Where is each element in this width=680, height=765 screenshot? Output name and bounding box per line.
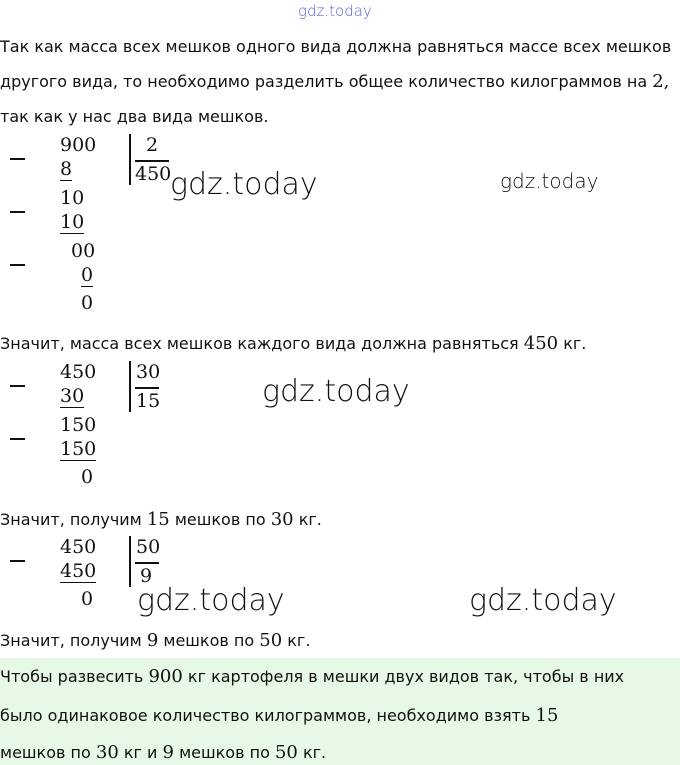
conclusion-2-number-2: 30 bbox=[270, 509, 294, 530]
divisor-line bbox=[135, 387, 159, 389]
answer-number: 900 bbox=[148, 666, 183, 687]
divisor-line bbox=[135, 562, 159, 564]
intro-line-2 bbox=[0, 71, 669, 92]
answer-text: кг картофеля в мешки двух видов так, чтобы в них bbox=[187, 667, 625, 686]
divisor-line bbox=[135, 160, 169, 162]
minus-sign bbox=[10, 560, 25, 562]
remainder: 150 bbox=[60, 414, 97, 436]
conclusion-3-unit: кг. bbox=[287, 631, 311, 650]
answer-line-1 bbox=[0, 666, 624, 687]
conclusion-3 bbox=[0, 630, 310, 651]
quotient: 15 bbox=[136, 390, 161, 412]
conclusion-2 bbox=[0, 509, 322, 530]
conclusion-2-text-2: мешков по bbox=[174, 510, 266, 529]
conclusion-1 bbox=[0, 333, 586, 354]
answer-block bbox=[0, 658, 680, 765]
answer-number: 30 bbox=[95, 742, 119, 763]
subtrahend: 450 bbox=[60, 560, 97, 582]
answer-number: 9 bbox=[162, 742, 174, 763]
dividend: 450 bbox=[60, 536, 97, 558]
subtrahend: 10 bbox=[60, 211, 85, 233]
conclusion-3-number-2: 50 bbox=[259, 630, 283, 651]
answer-text: было одинаковое количество килограммов, необходимо взять bbox=[0, 706, 531, 725]
watermark-top: gdz.today bbox=[298, 2, 372, 20]
dividend: 900 bbox=[60, 134, 97, 156]
subtrahend: 0 bbox=[81, 264, 94, 286]
final-remainder: 0 bbox=[81, 588, 94, 610]
dividend: 450 bbox=[60, 361, 97, 383]
minus-sign bbox=[10, 158, 25, 160]
answer-text: кг и bbox=[123, 743, 158, 762]
conclusion-2-number-1: 15 bbox=[146, 509, 170, 530]
intro-line-2-text: другого вида, то необходимо разделить общее количество килограммов на bbox=[0, 72, 648, 91]
answer-number: 50 bbox=[274, 742, 298, 763]
answer-text: Чтобы развесить bbox=[0, 667, 144, 686]
intro-line-1: Так как масса всех мешков одного вида должна равняться массе всех мешков bbox=[0, 37, 672, 56]
answer-line-3 bbox=[0, 742, 326, 763]
quotient: 450 bbox=[135, 163, 172, 185]
divisor: 50 bbox=[136, 536, 161, 558]
answer-number: 15 bbox=[535, 705, 559, 726]
conclusion-2-text: Значит, получим bbox=[0, 510, 142, 529]
division-bar bbox=[129, 536, 131, 587]
remainder: 00 bbox=[71, 240, 96, 262]
division-bar bbox=[129, 361, 131, 412]
conclusion-1-number: 450 bbox=[523, 333, 559, 354]
divisor: 2 bbox=[146, 134, 159, 156]
intro-line-2-number: 2, bbox=[652, 71, 670, 92]
conclusion-3-text: Значит, получим bbox=[0, 631, 142, 650]
answer-text: мешков по bbox=[179, 743, 270, 762]
intro-line-3: так как у нас два вида мешков. bbox=[0, 107, 269, 126]
final-remainder: 0 bbox=[81, 292, 94, 314]
conclusion-3-text-2: мешков по bbox=[163, 631, 255, 650]
answer-line-2 bbox=[0, 705, 558, 726]
subtrahend: 8 bbox=[60, 158, 73, 180]
conclusion-1-text: Значит, масса всех мешков каждого вида должна равняться bbox=[0, 334, 519, 353]
quotient: 9 bbox=[140, 565, 153, 587]
subtrahend: 150 bbox=[60, 438, 97, 460]
division-bar bbox=[129, 134, 131, 185]
divisor: 30 bbox=[136, 361, 161, 383]
final-remainder: 0 bbox=[81, 466, 94, 488]
minus-sign bbox=[10, 385, 25, 387]
watermark-small: gdz.today bbox=[500, 169, 599, 193]
answer-text: кг. bbox=[302, 743, 327, 762]
remainder: 10 bbox=[60, 187, 85, 209]
minus-sign bbox=[10, 264, 25, 266]
subtrahend: 30 bbox=[60, 385, 85, 407]
watermark-large: gdz.today bbox=[262, 374, 410, 409]
answer-text: мешков по bbox=[0, 743, 91, 762]
watermark-large: gdz.today bbox=[170, 167, 318, 202]
conclusion-2-unit: кг. bbox=[298, 510, 322, 529]
conclusion-3-number-1: 9 bbox=[146, 630, 159, 651]
minus-sign bbox=[10, 438, 25, 440]
watermark-large: gdz.today bbox=[469, 583, 617, 618]
minus-sign bbox=[10, 211, 25, 213]
watermark-large: gdz.today bbox=[137, 583, 285, 618]
conclusion-1-unit: кг. bbox=[563, 334, 587, 353]
